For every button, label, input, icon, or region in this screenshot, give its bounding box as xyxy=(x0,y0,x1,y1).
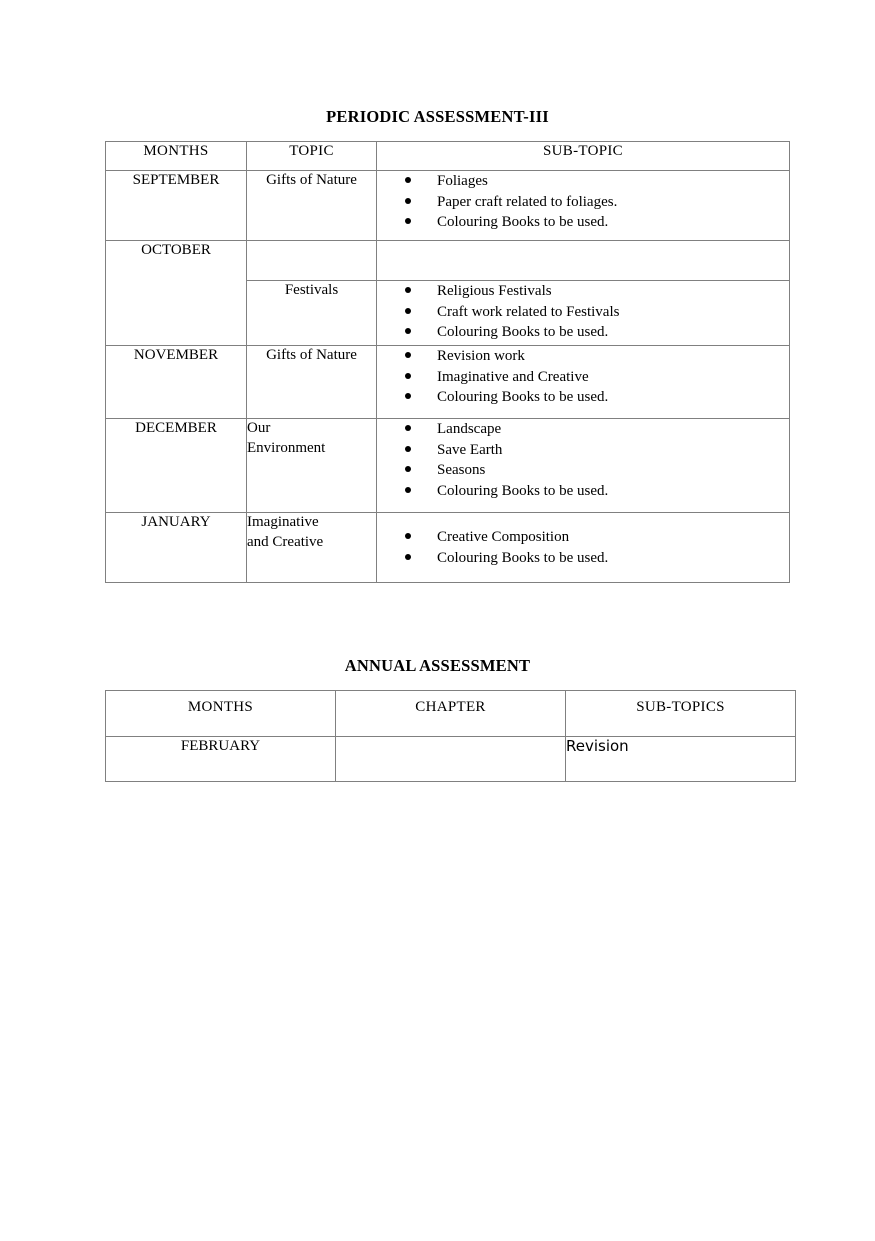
topic-line-2: and Creative xyxy=(247,533,324,550)
list-item-label: Colouring Books to be used. xyxy=(437,549,609,566)
list-item xyxy=(377,387,789,408)
list-item xyxy=(377,527,789,548)
list-item-label: Religious Festivals xyxy=(437,283,552,299)
month-cell-november: NOVEMBER xyxy=(106,346,247,419)
table-row xyxy=(106,419,790,513)
list-item-label: Revision work xyxy=(437,348,525,364)
subtopic-cell-november xyxy=(377,346,790,419)
bullet-icon xyxy=(405,393,411,399)
column-header-months: MONTHS xyxy=(106,142,247,171)
list-item xyxy=(377,548,789,569)
topic-line-1: Our xyxy=(247,420,271,436)
list-item-label: Colouring Books to be used. xyxy=(437,482,609,499)
table-row xyxy=(106,171,790,241)
list-item-label: Imaginative and Creative xyxy=(437,368,589,385)
bullet-icon xyxy=(405,554,411,560)
topic-cell-january xyxy=(247,513,377,583)
subtopic-list xyxy=(377,171,789,233)
chapter-cell-february xyxy=(336,737,566,782)
bullet-icon xyxy=(405,487,411,493)
list-item-label: Colouring Books to be used. xyxy=(437,389,609,406)
list-item xyxy=(377,460,789,481)
bullet-icon xyxy=(405,373,411,379)
month-cell-december: DECEMBER xyxy=(106,419,247,513)
topic-cell-september: Gifts of Nature xyxy=(247,171,377,241)
subtopic-cell-festivals xyxy=(377,281,790,346)
topic-cell-festivals: Festivals xyxy=(247,281,377,346)
subtopic-cell-october-empty xyxy=(377,241,790,281)
table-row xyxy=(106,513,790,583)
list-item xyxy=(377,302,789,323)
topic-line-2: Environment xyxy=(247,439,326,456)
subtopic-list xyxy=(377,346,789,408)
bullet-icon xyxy=(405,198,411,204)
table-row xyxy=(106,737,796,782)
column-header-subtopic: SUB-TOPIC xyxy=(377,142,790,171)
list-item-label: Foliages xyxy=(437,173,488,189)
bullet-icon xyxy=(405,446,411,452)
bullet-icon xyxy=(405,218,411,224)
list-item-label: Colouring Books to be used. xyxy=(437,214,609,231)
table-row xyxy=(106,241,790,281)
column-header-topic: TOPIC xyxy=(247,142,377,171)
month-cell-september: SEPTEMBER xyxy=(106,171,247,241)
list-item xyxy=(377,367,789,388)
column-header-months: MONTHS xyxy=(106,691,336,737)
annual-assessment-table xyxy=(105,690,796,782)
bullet-icon xyxy=(405,177,411,183)
subtopic-cell-september xyxy=(377,171,790,241)
list-item xyxy=(377,481,789,502)
annual-assessment-title: ANNUAL ASSESSMENT xyxy=(344,656,531,675)
topic-cell-december xyxy=(247,419,377,513)
periodic-assessment-table xyxy=(105,141,790,583)
column-header-chapter: CHAPTER xyxy=(336,691,566,737)
table-row xyxy=(106,346,790,419)
bullet-icon xyxy=(405,466,411,472)
list-item xyxy=(377,192,789,213)
table-header-row xyxy=(106,691,796,737)
bullet-icon xyxy=(405,328,411,334)
subtopic-cell-february: Revision xyxy=(566,737,796,782)
subtopic-list xyxy=(377,527,789,568)
month-cell-october: OCTOBER xyxy=(106,241,247,346)
bullet-icon xyxy=(405,425,411,431)
periodic-assessment-title: PERIODIC ASSESSMENT-III xyxy=(326,107,549,126)
topic-cell-october-empty xyxy=(247,241,377,281)
column-header-subtopics: SUB-TOPICS xyxy=(566,691,796,737)
subtopic-cell-january xyxy=(377,513,790,583)
list-item xyxy=(377,322,789,343)
list-item-label: Creative Composition xyxy=(437,528,570,545)
subtopic-list xyxy=(377,419,789,501)
list-item xyxy=(377,171,789,192)
list-item xyxy=(377,281,789,302)
list-item xyxy=(377,346,789,367)
bullet-icon xyxy=(405,352,411,358)
month-cell-february: FEBRUARY xyxy=(106,737,336,782)
list-item-label: Save Earth xyxy=(437,441,503,458)
list-item-label: Seasons xyxy=(437,462,486,479)
bullet-icon xyxy=(405,533,411,539)
list-item xyxy=(377,212,789,233)
topic-cell-november: Gifts of Nature xyxy=(247,346,377,419)
subtopic-list xyxy=(377,281,789,343)
month-cell-january: JANUARY xyxy=(106,513,247,583)
list-item-label: Landscape xyxy=(437,421,502,437)
topic-line-1: Imaginative xyxy=(247,514,319,530)
list-item xyxy=(377,419,789,440)
subtopic-cell-december xyxy=(377,419,790,513)
list-item-label: Paper craft related to foliages. xyxy=(437,193,618,210)
list-item xyxy=(377,440,789,461)
bullet-icon xyxy=(405,287,411,293)
bullet-icon xyxy=(405,308,411,314)
list-item-label: Colouring Books to be used. xyxy=(437,324,609,341)
table-header-row xyxy=(106,142,790,171)
list-item-label: Craft work related to Festivals xyxy=(437,303,620,320)
